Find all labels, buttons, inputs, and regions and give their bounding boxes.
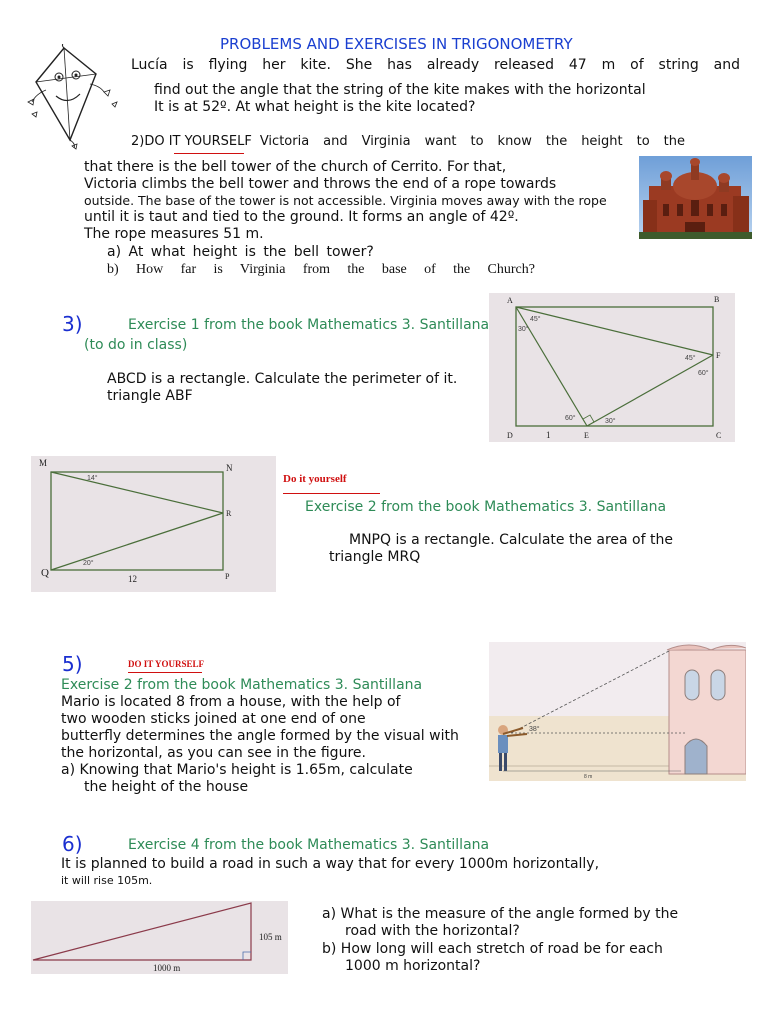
p5-line4: the horizontal, as you can see in the figure. [61, 745, 366, 761]
p4-line2: triangle MRQ [329, 549, 421, 565]
p6-line1: It is planned to build a road in such a way that for every 1000m horizontally, [61, 856, 600, 872]
p1-line3: It is at 52º. At what height is the kite located? [154, 99, 476, 115]
angle-f60: 60° [698, 370, 709, 377]
rectangle-mnpq-figure [31, 456, 276, 592]
p5-line5: a) Knowing that Mario's height is 1.65m, calculate [61, 762, 413, 778]
horizontal-label: 1000 m [153, 963, 181, 973]
label-n: N [226, 463, 233, 473]
p3-number: 3) [62, 312, 83, 336]
angle-20: 20° [83, 560, 94, 567]
p5-line6: the height of the house [84, 779, 249, 795]
rectangle-abcd-figure [489, 293, 735, 442]
p5-line3: butterfly determines the angle formed by the visual with [61, 728, 459, 744]
p6-question-a-line2: road with the horizontal? [345, 923, 520, 939]
p2-line3: Victoria climbs the bell tower and throws the end of a rope towards [84, 176, 557, 192]
label-a: A [507, 296, 513, 305]
angle-a30: 30° [518, 326, 529, 333]
p2-number: 2) [131, 134, 145, 149]
p5-line2: two wooden sticks joined at one end of one [61, 711, 366, 727]
p2-label-underline [174, 153, 244, 154]
p3-note: (to do in class) [84, 337, 188, 353]
p4-line1: MNPQ is a rectangle. Calculate the area of the [349, 532, 673, 548]
p5-line1: Mario is located 8 from a house, with the help of [61, 694, 401, 710]
house-figure [489, 642, 746, 781]
p5-number: 5) [62, 652, 83, 676]
p6-question-b-line2: 1000 m horizontal? [345, 958, 481, 974]
p2-label: DO IT YOURSELF [144, 134, 252, 149]
label-r: R [226, 509, 232, 518]
p1-line2: find out the angle that the string of the kite makes with the horizontal [154, 82, 646, 98]
p5-label-underline [128, 672, 202, 673]
distance-label: 8 m [584, 774, 593, 780]
p2-question-a: a) At what height is the bell tower? [107, 244, 374, 260]
church-photo [639, 156, 752, 239]
angle-e30: 30° [605, 418, 616, 425]
label-e: E [584, 431, 589, 440]
p6-source: Exercise 4 from the book Mathematics 3. Santillana [128, 837, 490, 853]
angle-a45: 45° [530, 316, 541, 323]
p4-label: Do it yourself [283, 473, 347, 485]
label-m: M [39, 458, 48, 468]
road-triangle-figure [31, 901, 288, 974]
page-title: PROBLEMS AND EXERCISES IN TRIGONOMETRY [220, 35, 573, 53]
p5-label: DO IT YOURSELF [128, 659, 205, 669]
p4-source: Exercise 2 from the book Mathematics 3. Santillana [305, 499, 667, 515]
p2-line5: until it is taut and tied to the ground. It forms an angle of 42º. [84, 209, 519, 225]
p2-question-b: b) How far is Virginia from the base of the Church? [107, 262, 535, 277]
label-b: B [714, 295, 720, 304]
label-q: Q [41, 567, 49, 579]
p2-line6: The rope measures 51 m. [84, 226, 264, 242]
label-c: C [716, 431, 722, 440]
p2-line1-rest: Victoria and Virginia want to know the height to the [259, 134, 685, 149]
p3-line2: triangle ABF [107, 388, 193, 404]
p2-line2: that there is the bell tower of the church of Cerrito. For that, [84, 159, 507, 175]
label-d: D [507, 431, 513, 440]
p2-line4: outside. The base of the tower is not accessible. Virginia moves away with the rope [84, 193, 607, 208]
p1-line1: Lucía is flying her kite. She has already released 47 m of string and [131, 57, 740, 73]
p3-source: Exercise 1 from the book Mathematics 3. Santillana [128, 317, 490, 333]
sight-angle: 38° [529, 726, 540, 733]
angle-e60: 60° [565, 415, 576, 422]
p3-line1: ABCD is a rectangle. Calculate the perimeter of it. [107, 371, 458, 387]
side-length: 1 [546, 430, 551, 440]
p6-question-a-line1: a) What is the measure of the angle formed by the [322, 906, 679, 922]
label-p: P [225, 572, 230, 581]
label-f: F [716, 351, 721, 360]
p6-line2: it will rise 105m. [61, 874, 153, 887]
p2-line1 [131, 133, 685, 150]
kite-illustration [26, 44, 126, 150]
p6-question-b-line1: b) How long will each stretch of road be for each [322, 941, 663, 957]
angle-14: 14° [87, 475, 98, 482]
angle-f45: 45° [685, 355, 696, 362]
p6-number: 6) [62, 832, 83, 856]
p5-source: Exercise 2 from the book Mathematics 3. Santillana [61, 677, 423, 693]
side-12: 12 [128, 574, 137, 584]
vertical-label: 105 m [259, 932, 282, 942]
p4-label-underline [283, 493, 380, 494]
